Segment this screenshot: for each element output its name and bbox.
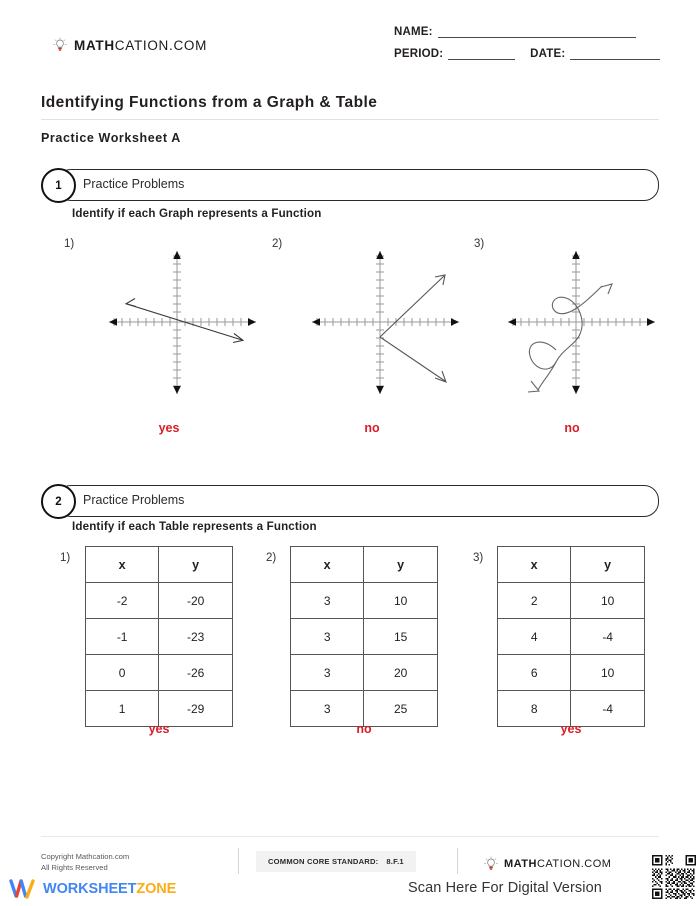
- graph-2: [298, 240, 478, 405]
- copyright-notice: [41, 851, 129, 873]
- name-input-line[interactable]: [438, 26, 636, 38]
- table-2-r0-x: 3: [291, 583, 364, 619]
- table-1-r2-y: -26: [159, 655, 233, 691]
- table-2-header-x: x: [291, 547, 364, 583]
- table-3-header-x: x: [498, 547, 571, 583]
- wz-blue-text: WORKSHEET: [43, 881, 137, 897]
- common-core-standard-badge: [256, 851, 416, 872]
- table-row: [291, 583, 438, 619]
- graph-problem-3-number: 3): [474, 238, 485, 250]
- page-subtitle: Practice Worksheet A: [41, 131, 181, 145]
- footer-brand-light: CATION.COM: [536, 858, 612, 870]
- table-2-r2-y: 20: [364, 655, 438, 691]
- table-3-r3-y: -4: [571, 691, 645, 727]
- table-3-r0-y: 10: [571, 583, 645, 619]
- section-1-directions: Identify if each Graph represents a Function: [72, 207, 322, 220]
- table-row: [86, 619, 233, 655]
- table-1-answer: yes: [148, 722, 170, 736]
- scan-instruction: Scan Here For Digital Version: [408, 880, 602, 896]
- table-2-r3-y: 25: [364, 691, 438, 727]
- graph-problem-2-number: 2): [272, 238, 283, 250]
- table-2-r1-x: 3: [291, 619, 364, 655]
- title-divider: [41, 119, 659, 120]
- table-3-r3-x: 8: [498, 691, 571, 727]
- section-1-label: Practice Problems: [83, 177, 185, 191]
- table-2-r2-x: 3: [291, 655, 364, 691]
- section-2-number: 2: [41, 484, 76, 519]
- table-3-r2-y: 10: [571, 655, 645, 691]
- table-row: [498, 619, 645, 655]
- table-3-r2-x: 6: [498, 655, 571, 691]
- table-1-r1-x: -1: [86, 619, 159, 655]
- table-1-r3-y: -29: [159, 691, 233, 727]
- page-title: Identifying Functions from a Graph & Table: [41, 94, 378, 111]
- graph-1: [95, 240, 275, 405]
- graph-problem-1-number: 1): [64, 238, 75, 250]
- table-2-r3-x: 3: [291, 691, 364, 727]
- copyright-line-1: Copyright Mathcation.com: [41, 852, 130, 861]
- footer-brand-bold: MATH: [504, 858, 537, 870]
- table-1-r0-x: -2: [86, 583, 159, 619]
- table-2-r1-y: 15: [364, 619, 438, 655]
- ccs-label: COMMON CORE STANDARD:: [268, 857, 379, 866]
- table-3-header-y: y: [571, 547, 645, 583]
- graph-3-answer: no: [564, 421, 580, 435]
- table-2-answer: no: [356, 722, 372, 736]
- footer-logo: [483, 856, 611, 872]
- worksheet-zone-wordmark: [43, 881, 176, 897]
- table-1-r2-x: 0: [86, 655, 159, 691]
- table-problem-2-number: 2): [266, 552, 277, 564]
- lightbulb-icon: [52, 37, 68, 53]
- table-1-r0-y: -20: [159, 583, 233, 619]
- wz-orange-text: ZONE: [136, 881, 177, 897]
- table-row: [86, 583, 233, 619]
- footer-brand-wordmark: [504, 858, 611, 870]
- table-header-row: [291, 547, 438, 583]
- footer-separator-left: [238, 848, 239, 874]
- table-header-row: [498, 547, 645, 583]
- graph-2-answer: no: [364, 421, 380, 435]
- table-problem-3-number: 3): [473, 552, 484, 564]
- worksheet-zone-logo: [8, 878, 176, 900]
- table-row: [498, 655, 645, 691]
- table-2-header-y: y: [364, 547, 438, 583]
- footer-separator-right: [457, 848, 458, 874]
- period-label: PERIOD:: [394, 48, 444, 60]
- header-logo: [52, 37, 207, 53]
- section-2-label: Practice Problems: [83, 493, 185, 507]
- section-1-number: 1: [41, 168, 76, 203]
- graph-1-answer: yes: [158, 421, 180, 435]
- section-1-banner: [41, 169, 659, 199]
- table-row: [291, 619, 438, 655]
- table-header-row: [86, 547, 233, 583]
- table-3-r1-y: -4: [571, 619, 645, 655]
- period-input-line[interactable]: [448, 48, 514, 60]
- table-row: [291, 655, 438, 691]
- footer-divider: [41, 836, 659, 837]
- qr-code-icon[interactable]: [652, 855, 696, 899]
- table-1-r3-x: 1: [86, 691, 159, 727]
- table-3: [497, 546, 645, 727]
- section-2-banner: [41, 485, 659, 515]
- graph-3: [494, 240, 674, 405]
- table-1-header-y: y: [159, 547, 233, 583]
- student-info-fields: [394, 26, 660, 70]
- worksheetzone-mark-icon: [8, 878, 38, 900]
- table-3-answer: yes: [560, 722, 582, 736]
- date-label: DATE:: [530, 48, 566, 60]
- ccs-code: 8.F.1: [386, 857, 404, 866]
- brand-light: CATION.COM: [114, 37, 208, 53]
- table-problem-1-number: 1): [60, 552, 71, 564]
- table-1: [85, 546, 233, 727]
- date-input-line[interactable]: [570, 48, 660, 60]
- brand-wordmark: [74, 38, 207, 53]
- table-1-r1-y: -23: [159, 619, 233, 655]
- brand-bold: MATH: [74, 37, 115, 53]
- table-2: [290, 546, 438, 727]
- table-row: [86, 655, 233, 691]
- table-3-r0-x: 2: [498, 583, 571, 619]
- name-field-row: [394, 26, 660, 38]
- copyright-line-2: All Rights Reserved: [41, 863, 108, 872]
- lightbulb-icon: [483, 856, 499, 872]
- table-3-r1-x: 4: [498, 619, 571, 655]
- table-2-r0-y: 10: [364, 583, 438, 619]
- name-label: NAME:: [394, 26, 433, 38]
- period-date-field-row: [394, 48, 660, 60]
- section-2-directions: Identify if each Table represents a Function: [72, 520, 317, 533]
- table-1-header-x: x: [86, 547, 159, 583]
- table-row: [498, 583, 645, 619]
